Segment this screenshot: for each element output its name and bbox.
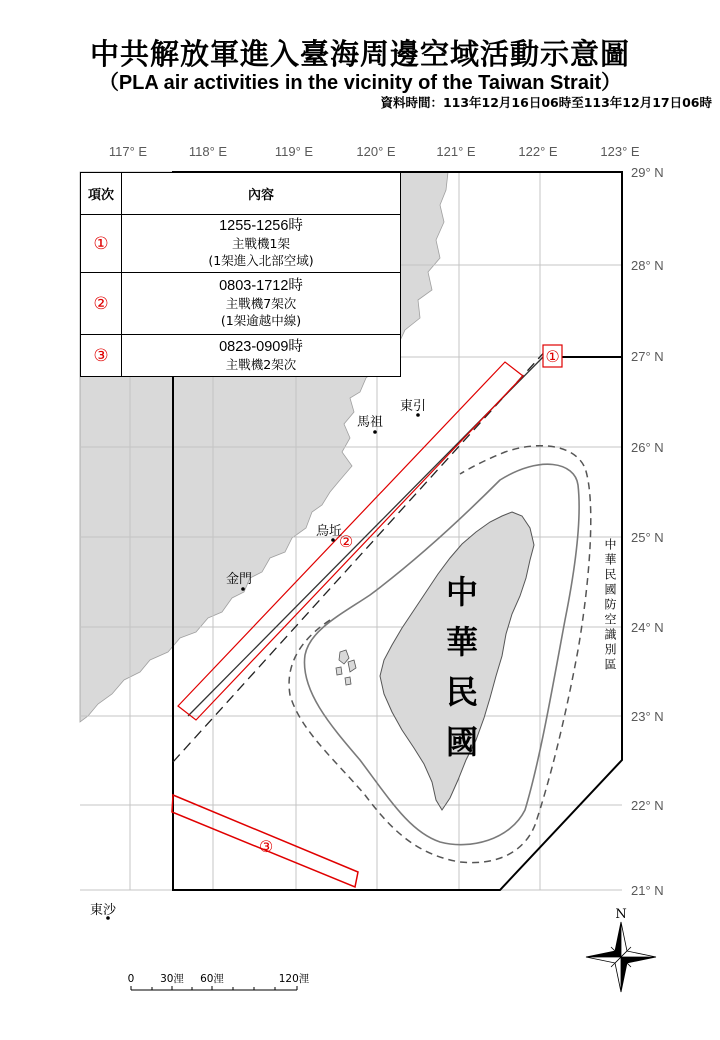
page-subtitle: （PLA air activities in the vicinity of the Taiwan Strait） bbox=[98, 72, 622, 94]
map-marker-1: ① bbox=[545, 347, 560, 366]
table-cell-item: ③ bbox=[81, 335, 122, 377]
table-cell-item: ① bbox=[81, 215, 122, 273]
longitude-label: 119° E bbox=[274, 144, 314, 159]
longitude-label: 121° E bbox=[436, 144, 476, 159]
data-time-range: 資料時間：113年12月16日06時至113年12月17日06時 bbox=[380, 95, 712, 110]
latitude-label: 24° N bbox=[631, 620, 664, 635]
latitude-label: 21° N bbox=[631, 883, 664, 898]
activity-time: 0803-1712時 bbox=[219, 278, 303, 294]
country-label-roc: 中華民國 bbox=[441, 575, 479, 775]
table-cell-item: ② bbox=[81, 273, 122, 335]
activity-time: 1255-1256時 bbox=[219, 218, 303, 234]
table-cell-content bbox=[122, 335, 401, 377]
place-label-kinmen: 金門 bbox=[226, 572, 253, 587]
longitude-label: 117° E bbox=[108, 144, 148, 159]
table-row bbox=[81, 335, 401, 377]
scale-label: 30浬 bbox=[160, 973, 184, 985]
activity-time: 0823-0909時 bbox=[219, 338, 303, 355]
latitude-label: 28° N bbox=[631, 258, 664, 273]
table-header-content: 內容 bbox=[122, 173, 401, 215]
page-title: 中共解放軍進入臺海周邊空域活動示意圖 bbox=[89, 37, 630, 71]
table-cell-content bbox=[122, 215, 401, 273]
penghu-islands bbox=[336, 650, 356, 685]
north-arrow-icon bbox=[586, 922, 656, 992]
table-row bbox=[81, 215, 401, 273]
map-marker-3: ③ bbox=[258, 837, 274, 856]
longitude-label: 120° E bbox=[356, 144, 396, 159]
latitude-label: 29° N bbox=[631, 165, 664, 180]
scale-label: 0 bbox=[127, 973, 135, 985]
north-label: N bbox=[615, 907, 627, 922]
longitude-label: 123° E bbox=[600, 144, 640, 159]
scale-label: 120浬 bbox=[278, 973, 310, 985]
adiz-label: 中華民國防空識別區 bbox=[603, 538, 617, 673]
place-label-wuqiu: 烏坵 bbox=[316, 524, 343, 539]
activity-aircraft: 主戰機7架次 bbox=[225, 296, 297, 311]
map-marker-2: ② bbox=[338, 532, 354, 551]
longitude-label: 118° E bbox=[188, 144, 228, 159]
place-label-dongsha: 東沙 bbox=[90, 903, 117, 918]
table-cell-content bbox=[122, 273, 401, 335]
activity-aircraft: 主戰機2架次 bbox=[225, 356, 297, 372]
activity-note: (1架進入北部空域) bbox=[208, 253, 314, 268]
latitude-label: 26° N bbox=[631, 440, 664, 455]
latitude-label: 27° N bbox=[631, 349, 664, 364]
table-header-row bbox=[81, 173, 401, 215]
place-label-dongyin: 東引 bbox=[400, 399, 427, 414]
activity-aircraft: 主戰機1架 bbox=[232, 236, 290, 251]
table-row bbox=[81, 273, 401, 335]
longitude-label: 122° E bbox=[518, 144, 558, 159]
table-header-item: 項次 bbox=[81, 173, 122, 215]
latitude-label: 22° N bbox=[631, 798, 664, 813]
latitude-label: 23° N bbox=[631, 709, 664, 724]
place-label-matsu: 馬祖 bbox=[357, 415, 384, 430]
scale-bar bbox=[131, 986, 297, 990]
latitude-label: 25° N bbox=[631, 530, 664, 545]
activity-table bbox=[80, 172, 401, 377]
activity-note: (1架逾越中線) bbox=[220, 313, 302, 328]
scale-label: 60浬 bbox=[200, 973, 224, 985]
